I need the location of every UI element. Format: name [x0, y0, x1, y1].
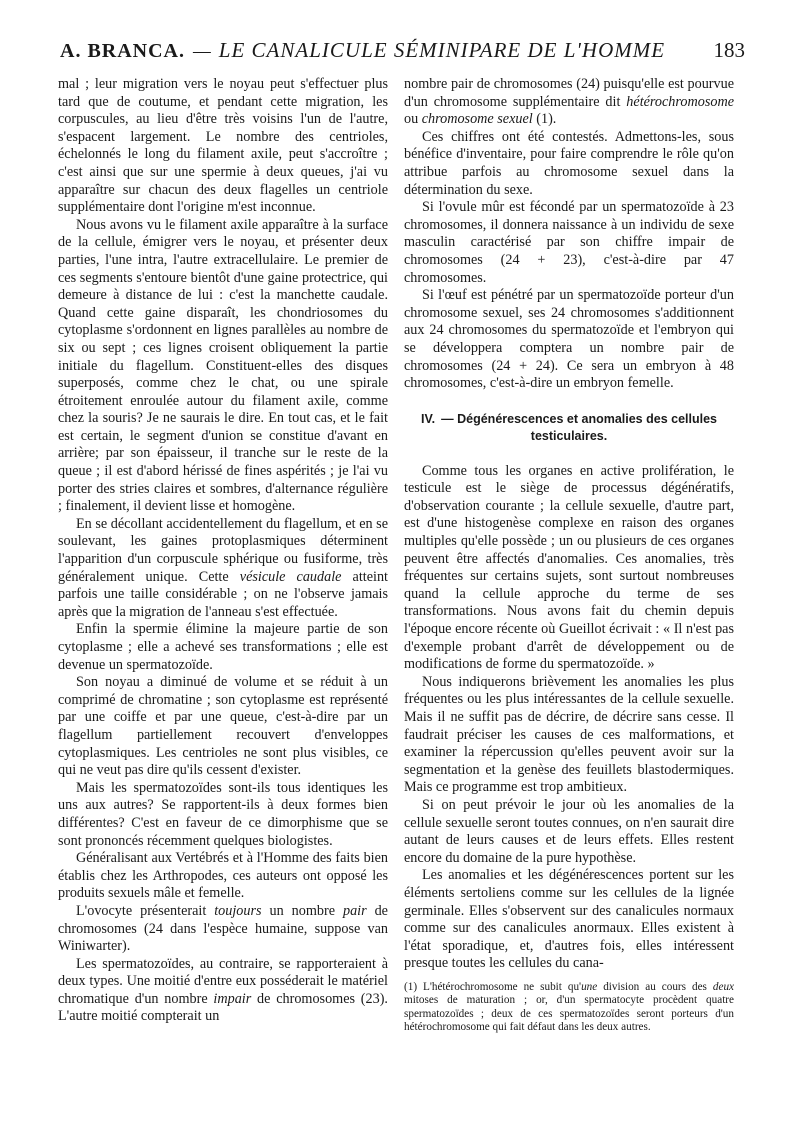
- paragraph: Les spermatozoïdes, au contraire, se rapporteraient à deux types. Une moitié d'entre eux posséderait le matériel chromatique d'un nombre impair de chromosomes (23). L'autre moitié compterait un: [58, 955, 388, 1025]
- paragraph: Mais les spermatozoïdes sont-ils tous identiques les uns aux autres? Se rapportent-ils à deux formes bien différentes? C'est en faveur de ce dimorphisme que se sont prononcés récemment quelques biologistes.: [58, 779, 388, 849]
- paragraph: Comme tous les organes en active prolifération, le testicule est le siège de processus dégénératifs, d'observation courante ; la cellule sexuelle, d'autre part, est d'une histogenèse complexe en raison des organes multiples qu'elle possède ; un ou plusieurs de ces organes peuvent être affectés d'anomalies. Ces anomalies, très fréquentes sur certains sujets, sont surtout nombreuses quand la cellule approche du terme de ses transformations. Nous avons fait du chemin depuis l'époque encore récente où Gueillot écrivait : « Il n'est pas d'exemple probant d'arrêt de développement ou de modifications de forme du spermatozoïde. »: [404, 462, 734, 673]
- paragraph: Généralisant aux Vertébrés et à l'Homme des faits bien établis chez les Arthropodes, ces auteurs ont opposé les produits sexuels mâle et femelle.: [58, 850, 388, 902]
- header-dash: —: [193, 40, 211, 62]
- page-number: 183: [713, 38, 745, 62]
- paragraph: L'ovocyte présenterait toujours un nombre pair de chromosomes (24 dans l'espèce humaine, suppose van Winiwarter).: [58, 902, 388, 955]
- paragraph: Les anomalies et les dégénérescences portent sur les éléments sertoliens comme sur les cellules de la lignée germinale. Elles s'observent sur des canalicules normaux comme sur des canalicules anormaux. Elles existent à l'état sporadique, et, d'autres fois, elles intéressent presque toutes les cellules du cana-: [404, 867, 734, 972]
- paragraph: Nous avons vu le filament axile apparaître à la surface de la cellule, émigrer vers le noyau, et présenter deux parties, l'une intra, l'autre extracellulaire. Le premier de ces segments s'entoure bientôt d'une gaine protectrice, qui demeure à distance de lui : c'est la manchette caudale. Quand cette gaine disparaît, les chondriosomes du cytoplasme s'ordonnent en lignes parallèles au nombre de six ou sept ; ces lignes croisent obliquement la partie initiale du flagellum. Constituent-elles des disques superposés, comme chez le chat, ou une spirale étroitement enroulée autour du filament axile, comme chez la souris? Je ne saurais le dire. En tout cas, et le fait est certain, le segment d'union se constitue d'avant en arrière; par son épaisseur, il tranche sur le reste de la queue ; il est d'abord hérissé de fines aspérités ; je l'ai vu porter des stries claires et sombres, d'alternance régulière ; finalement, il devient lisse et homogène.: [58, 216, 388, 515]
- header-author: A. BRANCA.: [60, 40, 185, 62]
- paragraph: Enfin la spermie élimine la majeure partie de son cytoplasme ; elle a achevé ses transformations ; elle est devenue un spermatozoïde.: [58, 621, 388, 673]
- paragraph: Nous indiquerons brièvement les anomalies les plus fréquentes ou les plus intéressantes de la cellule sexuelle. Mais il ne suffit pas de décrire, de décrire sans cesse. Il faudrait préciser les causes de ces malformations, et examiner la répercussion qu'elles peuvent avoir sur la segmentation et la genèse des feuillets blastodermiques. Mais ce programme est trop ambitieux.: [404, 673, 734, 796]
- paragraph: Ces chiffres ont été contestés. Admettons-les, sous bénéfice d'inventaire, pour faire comprendre le rôle qu'on attribue parfois au chromosome sexuel dans la détermination du sexe.: [404, 128, 734, 198]
- paragraph: Si on peut prévoir le jour où les anomalies de la cellule sexuelle seront toutes connues, on n'en saurait dire autant de leurs causes et de leurs effets. Elles restent encore du domaine de la pure hypothèse.: [404, 796, 734, 866]
- running-header: [60, 38, 745, 72]
- header-title: LE CANALICULE SÉMINIPARE DE L'HOMME: [218, 38, 666, 62]
- section-heading: [404, 411, 734, 445]
- section-number: IV.: [421, 411, 436, 426]
- left-column: [58, 76, 388, 1026]
- section-title: — Dégénérescences et anomalies des cellules testiculaires.: [441, 411, 717, 443]
- paragraph: Son noyau a diminué de volume et se réduit à un comprimé de chromatine ; son cytoplasme est représenté par une coiffe et par une queue, c'est-à-dire par un flagellum partiellement recouvert d'enveloppes cytoplasmiques. Les centrioles ne sont plus visibles, ce qui ne veut pas dire qu'ils cessent d'exister.: [58, 674, 388, 779]
- right-column: [404, 76, 734, 1035]
- footnote: (1) L'hétérochromosome ne subit qu'une division au cours des deux mitoses de maturation ; or, d'un spermatocyte procèdent quatre spermatozoïdes ; deux de ces spermatozoïdes seront porteurs d'un hétérochromosome qui fait défaut dans les deux autres.: [404, 980, 735, 1034]
- paragraph: Si l'œuf est pénétré par un spermatozoïde porteur d'un chromosome sexuel, ses 24 chromosomes s'additionnent aux 24 chromosomes du spermatozoïde et l'embryon qui se développera comptera un nombre pair de chromosomes (24 + 24). Ce sera un embryon à 48 chromosomes, c'est-à-dire un embryon femelle.: [404, 287, 734, 392]
- paragraph: Si l'ovule mûr est fécondé par un spermatozoïde à 23 chromosomes, il donnera naissance à un individu de sexe masculin caractérisé par son chiffre impair de chromosomes (24 + 23), c'est-à-dire par 47 chromosomes.: [404, 199, 734, 286]
- paragraph: nombre pair de chromosomes (24) puisqu'elle est pourvue d'un chromosome supplémentaire dit hétérochromosome ou chromosome sexuel (1).: [404, 76, 734, 128]
- paragraph: En se décollant accidentellement du flagellum, et en se soulevant, les gaines protoplasmiques déterminent l'apparition d'un corpuscule sphérique ou fusiforme, très généralement unique. Cette vésicule caudale atteint parfois une taille considérable ; on ne l'observe jamais après que la migration de l'anneau s'est effectuée.: [58, 515, 388, 620]
- paragraph: mal ; leur migration vers le noyau peut s'effectuer plus tard que de coutume, et pendant cette migration, les corpuscules, au lieu d'être très voisins l'un de l'autre, s'espacent largement. Le nombre des centrioles, échelonnés le long du filament axile, peut s'accroître ; c'est ainsi que sur une spermie à deux queues, j'ai vu apparaître sur chacun des deux flagelles un centriole supplémentaire dont l'origine m'est inconnue.: [58, 76, 388, 216]
